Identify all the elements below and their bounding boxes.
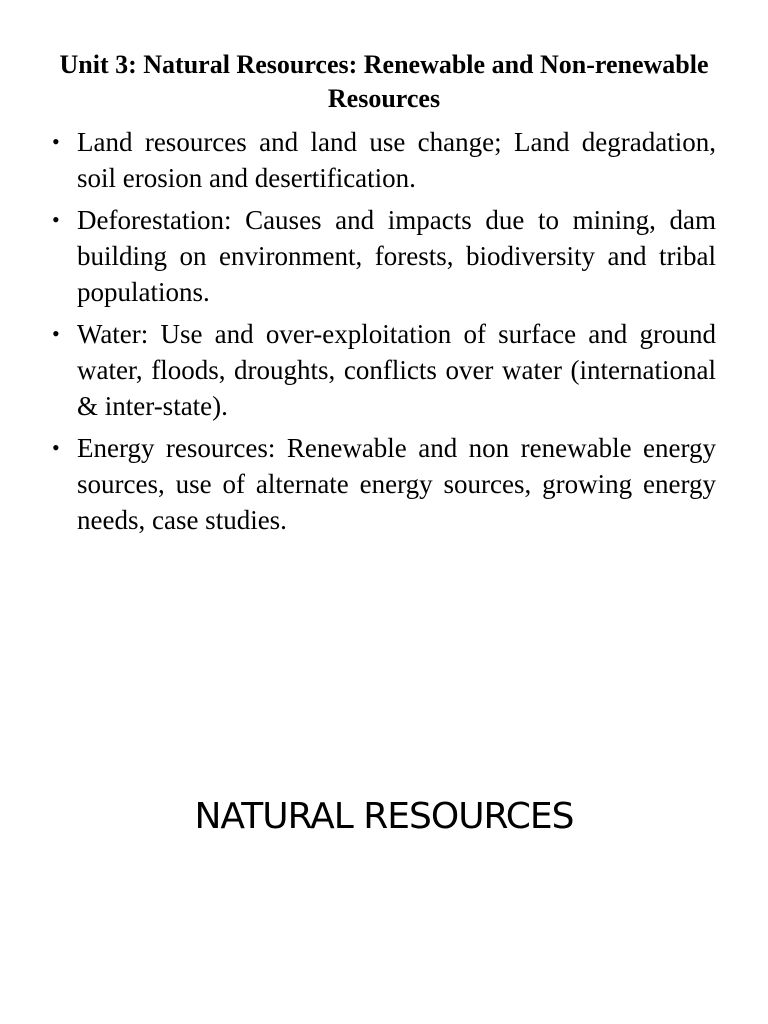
natural-resources-title: NATURAL RESOURCES	[194, 796, 574, 837]
bullet-marker: •	[52, 129, 60, 154]
bullet-item-energy	[50, 430, 716, 538]
bullet-text: Energy resources: Renewable and non renewable energy sources, use of alternate energy sources, growing energy needs, case studies.	[77, 433, 716, 535]
topic-bullet-list	[50, 124, 716, 544]
bullet-item-deforestation	[50, 202, 716, 310]
bullet-item-land	[50, 124, 716, 196]
bullet-text: Land resources and land use change; Land degradation, soil erosion and desertification.	[77, 127, 716, 193]
bullet-text: Water: Use and over-exploitation of surface and ground water, floods, droughts, conflicts over water (international & inter-state).	[77, 319, 716, 421]
bullet-item-water	[50, 316, 716, 424]
bullet-marker: •	[52, 207, 60, 232]
bullet-text: Deforestation: Causes and impacts due to mining, dam building on environment, forests, biodiversity and tribal populations.	[77, 205, 716, 307]
bullet-marker: •	[52, 435, 60, 460]
unit-heading: Unit 3: Natural Resources: Renewable and Non-renewable Resources	[59, 50, 709, 113]
bullet-marker: •	[52, 321, 60, 346]
